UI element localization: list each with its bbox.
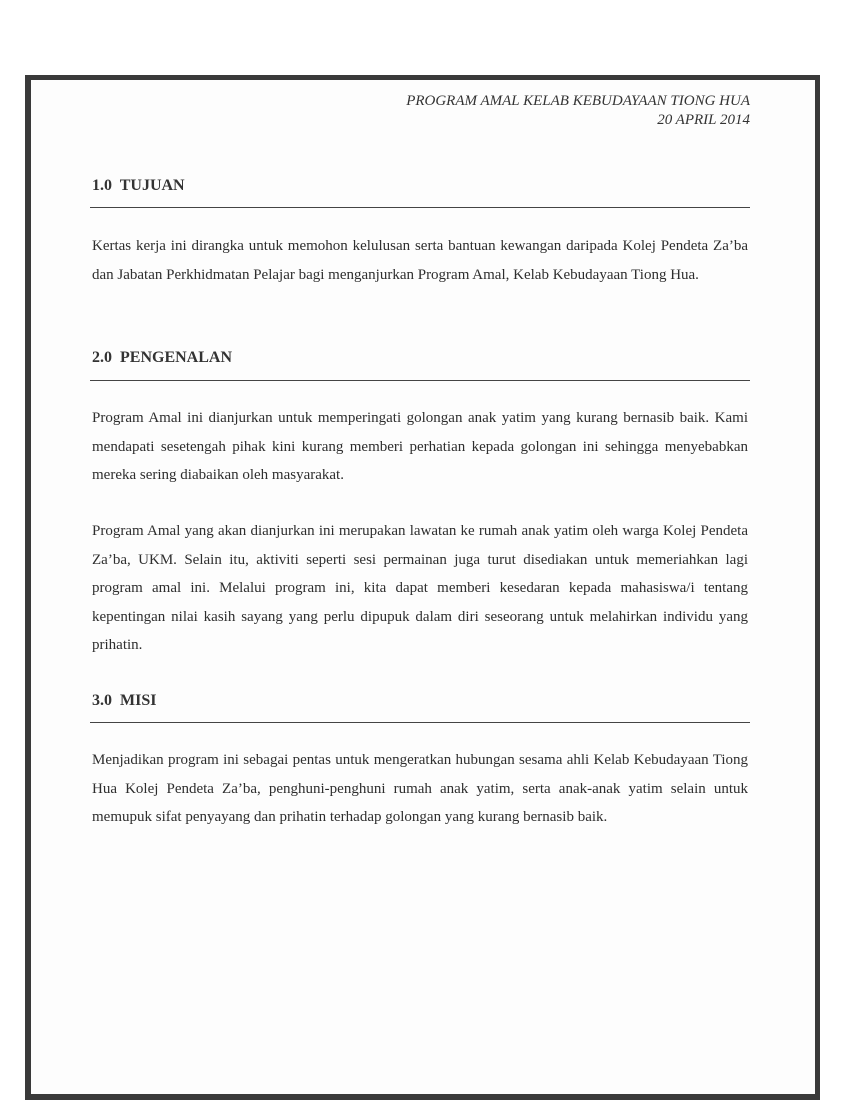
paragraph-pengenalan-2: Program Amal yang akan dianjurkan ini merupakan lawatan ke rumah anak yatim oleh warga Kolej Pendeta Za’ba, UKM. Selain itu, aktiviti seperti sesi permainan juga turut disediakan untuk memeriahkan lagi program amal ini. Melalui program ini, kita dapat memberi kesedaran kepada mahasiswa/i tentang kepentingan nilai kasih sayang yang perlu dipupuk dalam diri seseorang untuk melahirkan individu yang prihatin. xyxy=(92,523,748,653)
section-divider xyxy=(90,722,750,723)
section-title-misi: 3.0 MISI xyxy=(92,692,157,709)
document-header xyxy=(406,92,750,130)
section-divider xyxy=(90,380,750,381)
document-date: 20 APRIL 2014 xyxy=(657,112,750,128)
paragraph-tujuan: Kertas kerja ini dirangka untuk memohon kelulusan serta bantuan kewangan daripada Kolej Pendeta Za’ba dan Jabatan Perkhidmatan Pelajar bagi menganjurkan Program Amal, Kelab Kebudayaan Tiong Hua. xyxy=(92,238,748,283)
section-divider xyxy=(90,207,750,208)
paragraph-misi: Menjadikan program ini sebagai pentas untuk mengeratkan hubungan sesama ahli Kelab Kebudayaan Tiong Hua Kolej Pendeta Za’ba, penghuni-penghuni rumah anak yatim, serta anak-anak yatim selain untuk memupuk sifat penyayang dan prihatin terhadap golongan yang kurang bernasib baik. xyxy=(92,752,748,825)
section-title-pengenalan: 2.0 PENGENALAN xyxy=(92,349,233,366)
program-title: PROGRAM AMAL KELAB KEBUDAYAAN TIONG HUA xyxy=(406,93,750,109)
section-title-tujuan: 1.0 TUJUAN xyxy=(92,177,185,194)
paragraph-pengenalan-1: Program Amal ini dianjurkan untuk memperingati golongan anak yatim yang kurang bernasib baik. Kami mendapati sesetengah pihak kini kurang memberi perhatian kepada golongan ini sehingga menyebabkan mereka sering diabaikan oleh masyarakat. xyxy=(92,410,748,483)
